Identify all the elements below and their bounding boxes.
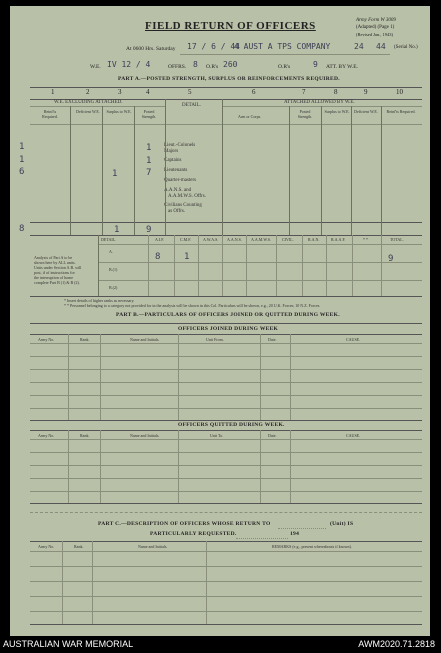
analysis-row-b1: B.(1)	[109, 267, 118, 272]
rank-label: Civilians Counting	[164, 203, 202, 208]
quitted-col-army-no: Army No.	[38, 433, 55, 438]
part-c-unit-label: (Unit) IS	[330, 521, 354, 527]
rank-label: A.A.M.W.S. Offrs.	[168, 194, 206, 199]
col-number: 2	[86, 88, 90, 96]
col1-value: 1	[19, 155, 25, 165]
line1-prefix: At 0600 Hrs. Saturday	[126, 46, 176, 52]
joined-col-rank: Rank.	[80, 337, 90, 342]
footer-accession-number: AWM2020.71.2818	[358, 639, 435, 649]
col4-value: 7	[146, 168, 152, 178]
form-title: FIELD RETURN OF OFFICERS	[145, 20, 316, 32]
joined-col-cause: CAUSE.	[346, 337, 361, 342]
header-surplus-att: Surplus to W.E.	[324, 109, 350, 114]
header-arm-corps: Arm or Corps.	[238, 114, 262, 119]
col-number: 9	[364, 88, 368, 96]
col-number: 10	[396, 88, 403, 96]
footnote-1: * Insert details of higher ranks as necessary.	[64, 298, 135, 303]
col1-value: 1	[19, 142, 25, 152]
col-number: 4	[146, 88, 150, 96]
quitted-col-name: Name and Initials.	[130, 433, 160, 438]
serial-year: 44	[376, 42, 386, 51]
header-surplus: Surplus to W.E.	[106, 109, 132, 114]
analysis-col-aif: A.I.F.	[155, 237, 165, 242]
analysis-col-ran: R.A.N.	[308, 237, 320, 242]
analysis-col-aamws: A.A.M.W.S.	[251, 237, 271, 242]
header-deficient: Deficient W.E.	[76, 109, 100, 114]
total-col1: 8	[19, 224, 25, 234]
analysis-col-total: TOTAL.	[390, 237, 404, 242]
form-number-adapted: (Adapted) (Page 1)	[356, 25, 395, 30]
col4-value: 1	[146, 143, 152, 153]
analysis-row-a: A.	[109, 249, 113, 254]
quitted-col-rank: Rank.	[80, 433, 90, 438]
joined-col-name: Name and Initials.	[130, 337, 160, 342]
part-c-requested: PARTICULARLY REQUESTED.	[150, 531, 237, 537]
part-c-col-rank: Rank.	[74, 544, 84, 549]
we-value: IV 12 / 4	[107, 60, 151, 69]
rank-label: Quarter-masters	[164, 178, 197, 183]
serial-number: 24	[354, 42, 364, 51]
serial-label: (Serial No.)	[394, 45, 418, 50]
quitted-col-unit-to: Unit To.	[210, 433, 224, 438]
part-c-year: 194	[290, 531, 300, 537]
part-c-col-army-no: Army No.	[38, 544, 55, 549]
quitted-col-date: Date.	[268, 433, 277, 438]
analysis-col-cmf: C.M.F.	[180, 237, 192, 242]
analysis-col-raaf: R.A.A.F.	[331, 237, 346, 242]
analysis-row-b2: B.(2)	[109, 285, 118, 290]
part-a-heading: PART A.—POSTED STRENGTH, SURPLUS OR REINFORCEMENTS REQUIRED.	[118, 76, 340, 82]
analysis-note: Analysis of Part A to be shown here by ALL units. Units under Section A.B. will post, if of instructions for the interruption of home complete Part B (1) & B (2).	[34, 255, 82, 285]
rank-label: A.A.N.S. and	[164, 188, 192, 193]
joined-col-army-no: Army No.	[38, 337, 55, 342]
attached-value: 9	[313, 60, 318, 69]
header-reinf-required-att: Reinf'ts Required.	[386, 109, 416, 114]
offrs-label: OFFRS.	[168, 64, 187, 70]
return-date: 17 / 6 / 44	[187, 42, 240, 51]
analysis-col-aans: A.A.N.S.	[227, 237, 242, 242]
unit-name: 4 AUST A TPS COMPANY	[234, 42, 331, 51]
header-deficient-att: Deficient W.E.	[354, 109, 378, 114]
total-col3: 1	[114, 225, 120, 235]
analysis-total-value: 9	[388, 254, 394, 264]
offrs-value: 8	[193, 60, 198, 69]
we-excluding-header: W.E. EXCLUDING ATTACHED.	[54, 100, 123, 105]
att-label: ATT. BY W.E.	[326, 64, 358, 70]
col-number: 7	[302, 88, 306, 96]
col4-value: 1	[146, 156, 152, 166]
form-sheet	[10, 6, 430, 636]
total-col4: 9	[146, 225, 152, 235]
header-posted-strength: Posted Strength.	[141, 109, 157, 119]
col-number: 1	[51, 88, 55, 96]
footer-credit: AUSTRALIAN WAR MEMORIAL	[3, 639, 134, 649]
form-number: Army Form W 3009	[356, 18, 396, 23]
rank-label: Lieutenants	[164, 168, 188, 173]
col-number: 3	[118, 88, 122, 96]
col-number: 5	[188, 88, 192, 96]
we-label: W.E.	[90, 64, 101, 70]
part-b-heading: PART B.—PARTICULARS OF OFFICERS JOINED OR QUITTED DURING WEEK.	[116, 312, 340, 318]
col3-value: 1	[112, 169, 118, 179]
ors-value: 260	[223, 60, 238, 69]
analysis-col-detail: DETAIL.	[101, 237, 117, 242]
analysis-col-other: * *	[363, 237, 368, 242]
joined-col-date: Date.	[268, 337, 277, 342]
part-c-col-name: Name and Initials.	[138, 544, 168, 549]
form-revised: (Revised Jan., 1943)	[356, 32, 393, 37]
rank-label: Lieut.-Colonels	[164, 143, 196, 148]
quitted-col-cause: CAUSE.	[346, 433, 361, 438]
analysis-col-civil: CIVIL.	[282, 237, 294, 242]
quitted-heading: OFFICERS QUITTED DURING WEEK.	[178, 422, 285, 428]
rank-label: Majors	[164, 149, 179, 154]
analysis-cmf-value: 1	[184, 252, 190, 262]
col-number: 8	[334, 88, 338, 96]
header-posted-strength-att: Posted Strength.	[297, 109, 313, 119]
part-c-col-remarks: REMARKS (e.g., present whereabouts if known).	[272, 544, 352, 549]
joined-heading: OFFICERS JOINED DURING WEEK	[178, 326, 279, 332]
col1-value: 6	[19, 167, 25, 177]
ors-label: O.R's	[206, 64, 219, 70]
joined-col-unit-from: Unit From.	[206, 337, 224, 342]
analysis-col-awas: A.W.A.S.	[203, 237, 219, 242]
part-c-heading: PART C.—DESCRIPTION OF OFFICERS WHOSE RETURN TO	[98, 521, 271, 527]
rank-label: Captains	[164, 158, 182, 163]
ors2-label: O.R's	[278, 64, 291, 70]
attached-allowed-header: ATTACHED ALLOWED BY W.E.	[284, 100, 355, 105]
rank-label: as Offrs.	[168, 209, 186, 214]
footnote-2: * * Personnel belonging to a category not provided for in the analysis will be shown in this Col. Particulars will be shown, e.g., 20 U.K. Forces; 10 N.Z. Forces.	[64, 303, 321, 308]
col-number: 6	[252, 88, 256, 96]
detail-header: DETAIL.	[182, 103, 201, 108]
analysis-aif-value: 8	[155, 252, 161, 262]
header-reinf-required: Reinf'ts Required.	[42, 109, 58, 119]
